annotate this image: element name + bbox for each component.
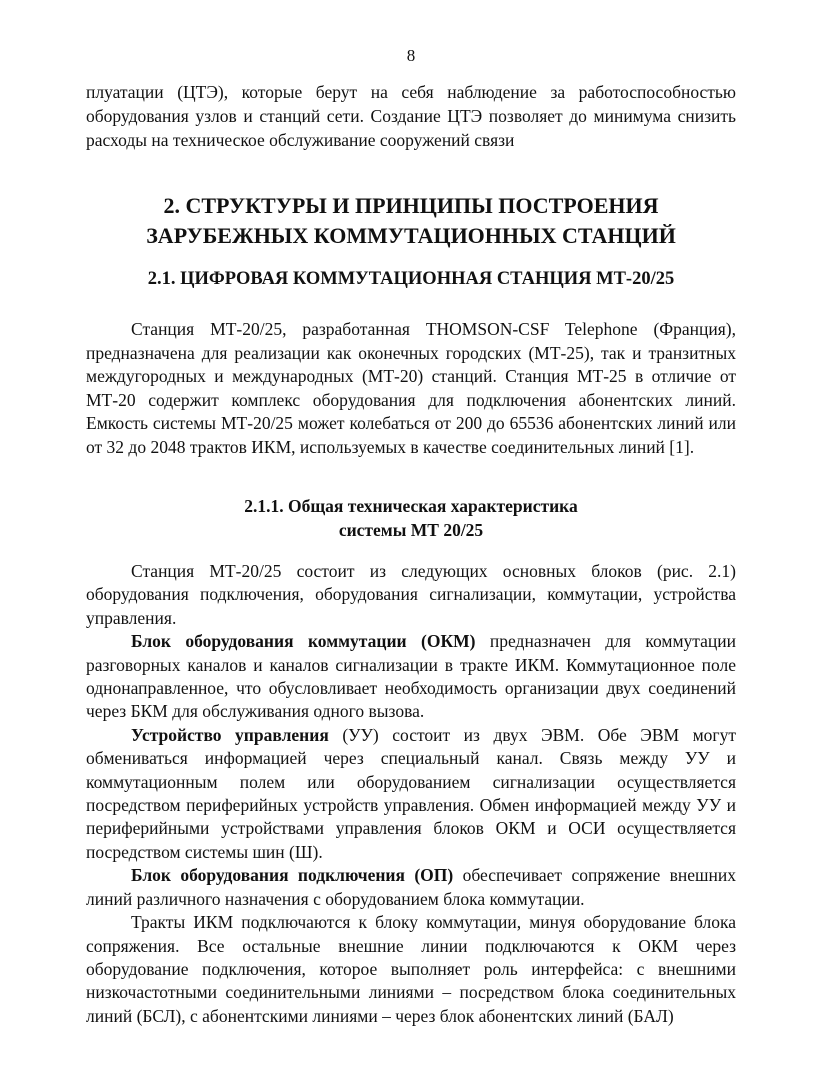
body-paragraph bbox=[86, 724, 736, 864]
chapter-heading bbox=[86, 191, 736, 251]
body-paragraph bbox=[86, 911, 736, 1028]
intro-paragraph bbox=[86, 80, 736, 152]
intro-text: плуатации (ЦТЭ), которые берут на себя наблюдение за работоспособностью оборудования узлов и станций сети. Создание ЦТЭ позволяет до минимума снизить расходы на техническое обслуживание сооружений связи bbox=[86, 82, 736, 150]
paragraph-text: Тракты ИКМ подключаются к блоку коммутации, минуя оборудование блока сопряжения. Все остальные внешние линии подключаются к ОКМ через оборудование подключения, которое выполняет роль интерфейса: с внешними низкочастотными соединительными линиями – посредством блока соединительных линий (БСЛ), с абонентскими линиями – через блок абонентских линий (БАЛ) bbox=[86, 912, 736, 1026]
bold-term: Блок оборудования коммутации (ОКМ) bbox=[131, 631, 476, 652]
paragraph-text: (УУ) состоит из двух ЭВМ. Обе ЭВМ могут обмениваться информацией через специальный канал. Связь между УУ и коммутационным полем или оборудованием сигнализации осуществляется посредством периферийных устройств управления. Обмен информацией между УУ и периферийными устройствами управления блоков ОКМ и ОСИ осуществляется посредством системы шин (Ш). bbox=[86, 724, 737, 862]
body-paragraph bbox=[86, 864, 736, 911]
bold-term: Устройство управления bbox=[131, 724, 329, 745]
subsection-heading-line2: системы МТ 20/25 bbox=[338, 520, 484, 540]
body-text bbox=[86, 560, 736, 1028]
chapter-heading-line1: 2. СТРУКТУРЫ И ПРИНЦИПЫ ПОСТРОЕНИЯ bbox=[163, 193, 659, 218]
section-paragraph-text: Станция МТ-20/25, разработанная THOMSON-CSF Telephone (Франция), предназначена для реализации как оконечных городских (МТ-25), так и транзитных междугородных и международных (МТ-20) станций. Станция МТ-25 в отличие от МТ-20 содержит комплекс оборудования для подключения абонентских линий. Емкость системы МТ-20/25 может колебаться от 200 до 65536 абонентских линий или от 32 до 2048 трактов ИКМ, используемых в качестве соединительных линий [1]. bbox=[86, 319, 736, 457]
body-paragraph bbox=[86, 560, 736, 630]
paragraph-text: обеспечивает сопряжение внешних линий различного назначения с оборудованием блока коммутации. bbox=[86, 865, 736, 909]
section-heading: 2.1. ЦИФРОВАЯ КОММУТАЦИОННАЯ СТАНЦИЯ МТ-20/25 bbox=[147, 269, 675, 289]
body-paragraph bbox=[86, 630, 736, 724]
section-paragraph bbox=[86, 318, 736, 460]
subsection-heading bbox=[86, 494, 736, 542]
bold-term: Блок оборудования подключения (ОП) bbox=[131, 865, 454, 886]
subsection-heading-line1: 2.1.1. Общая техническая характеристика bbox=[244, 496, 578, 516]
paragraph-text: Станция МТ-20/25 состоит из следующих основных блоков (рис. 2.1) оборудования подключения, оборудования сигнализации, коммутации, устройства управления. bbox=[86, 561, 736, 628]
paragraph-text: предназначен для коммутации разговорных каналов и каналов сигнализации в тракте ИКМ. Коммутационное поле однонаправленное, что обусловливает необходимость организации двух соединений через БКМ для обслуживания одного вызова. bbox=[86, 631, 736, 722]
page-number: 8 bbox=[406, 46, 416, 65]
chapter-heading-line2: ЗАРУБЕЖНЫХ КОММУТАЦИОННЫХ СТАНЦИЙ bbox=[146, 223, 676, 248]
